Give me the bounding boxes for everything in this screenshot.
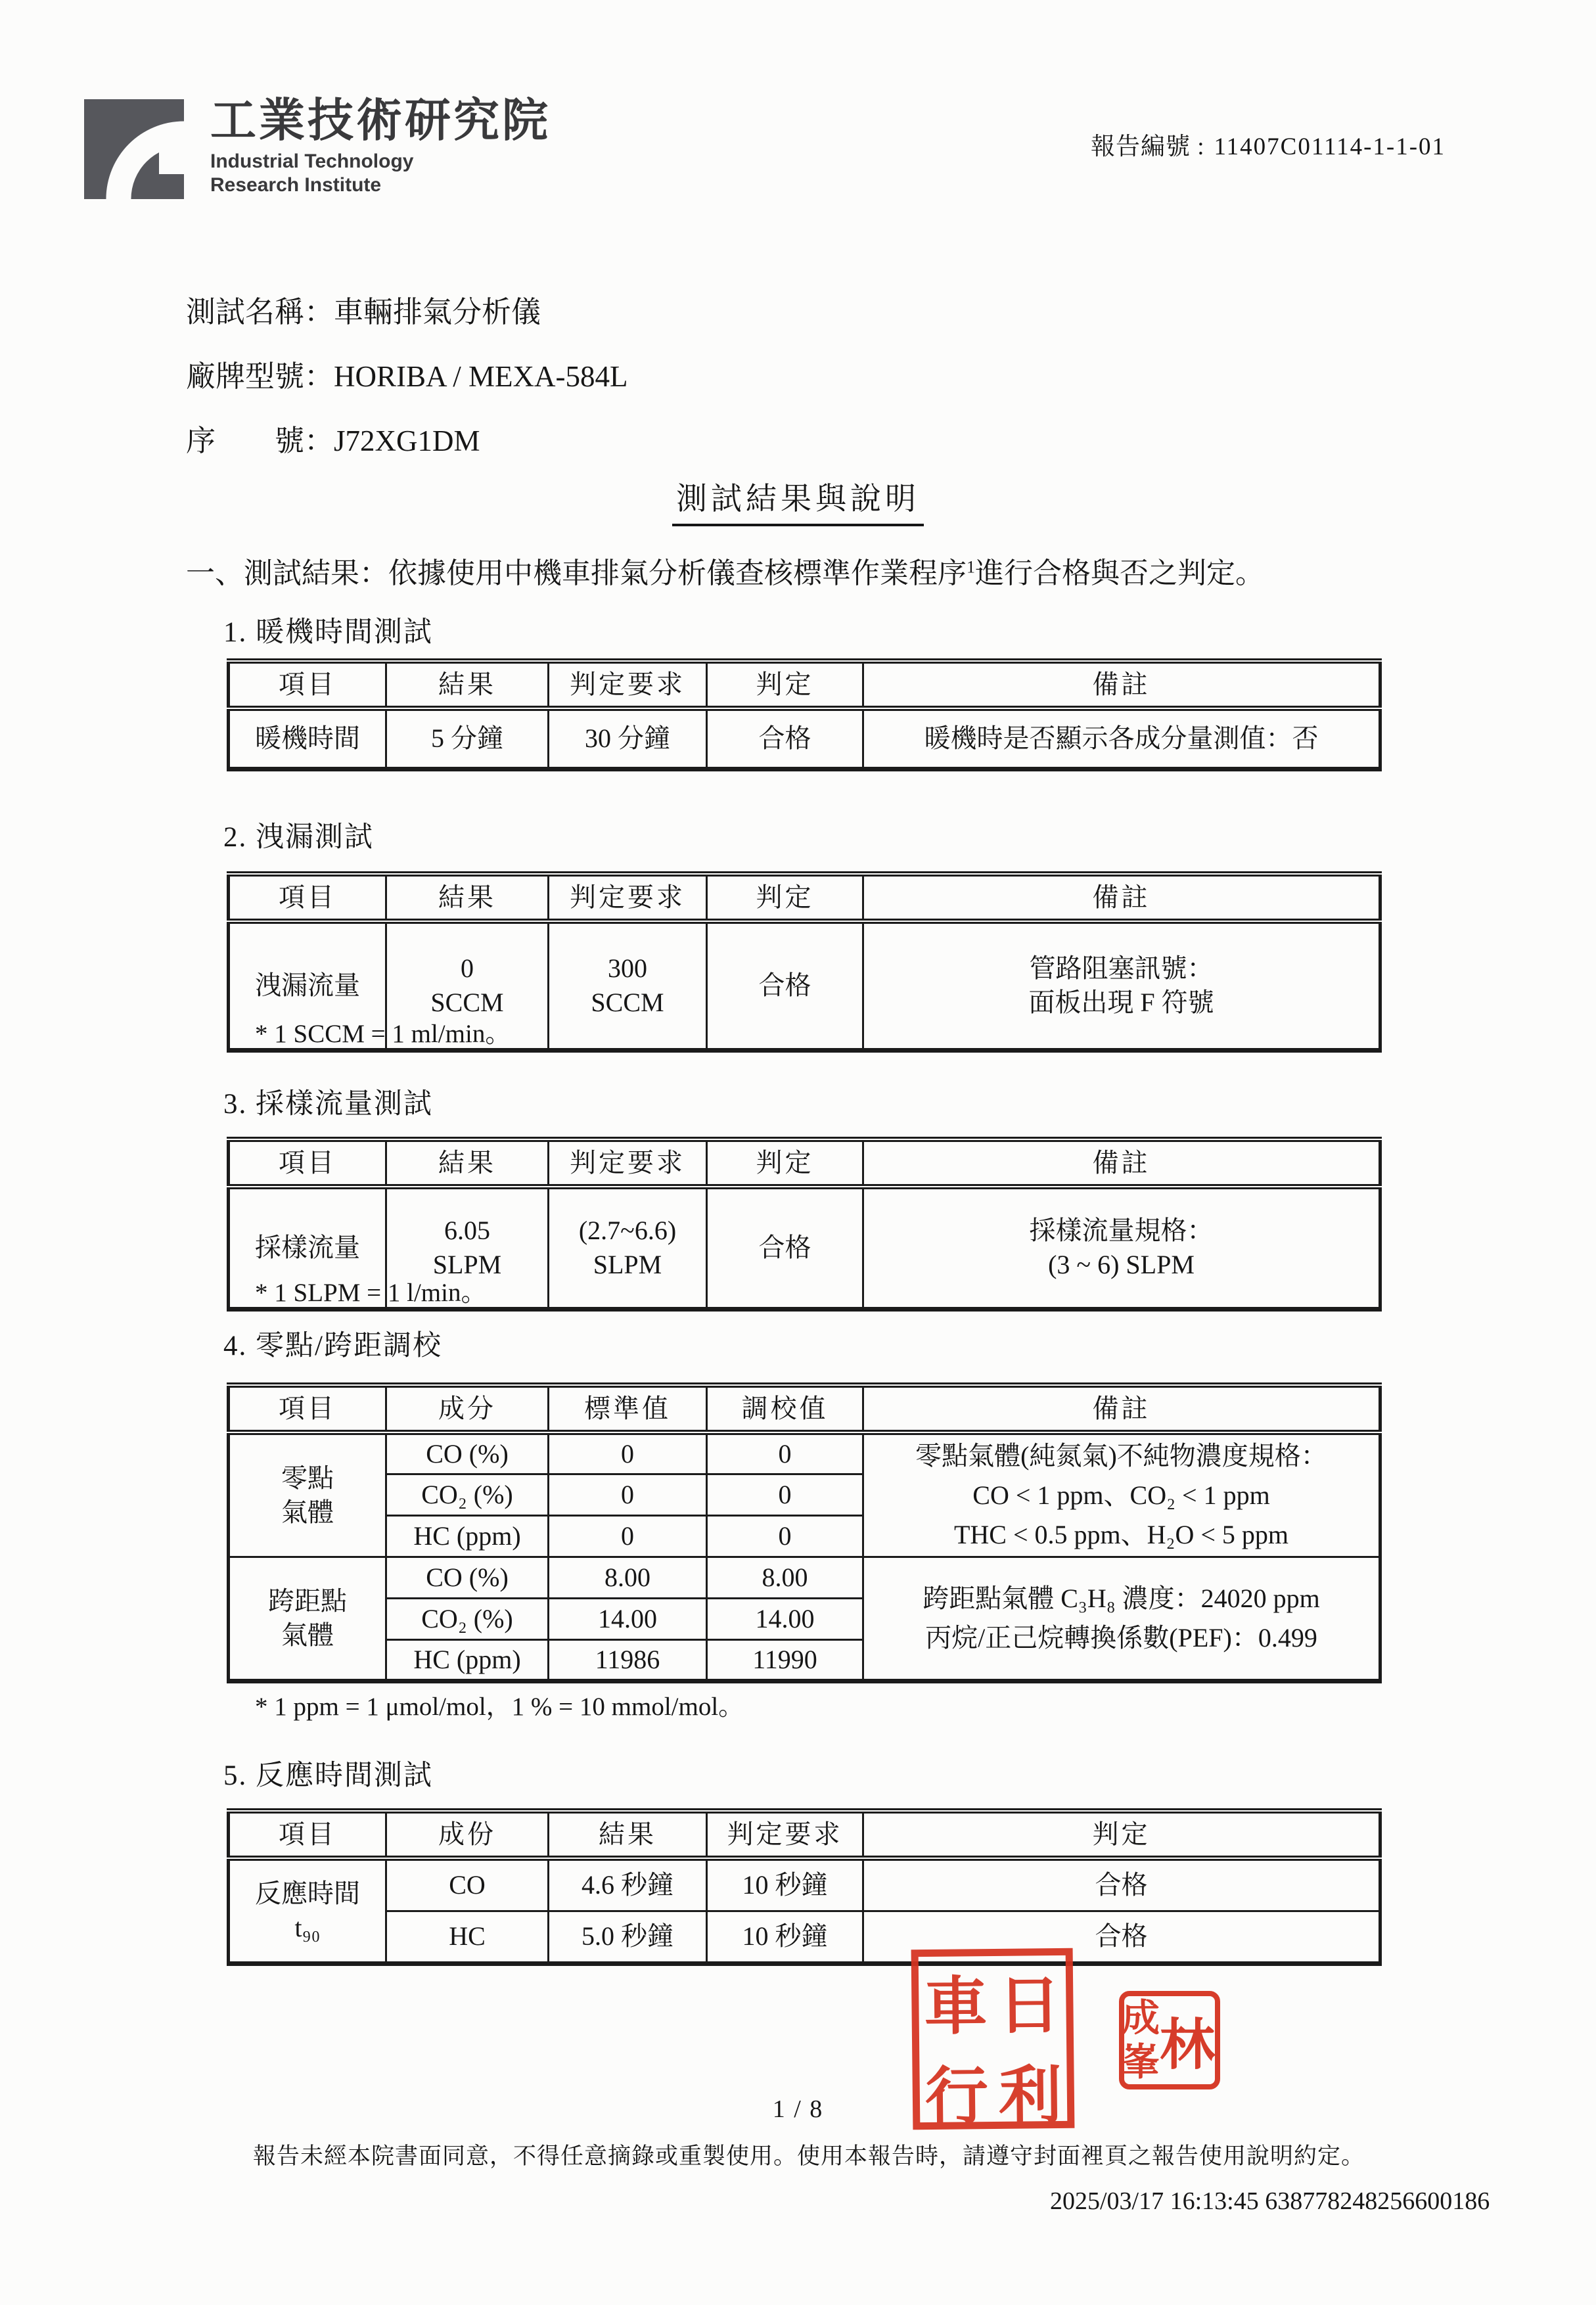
zero-span-calibration-table xyxy=(227,1382,1382,1683)
table-row xyxy=(229,1557,1380,1598)
cell-component: CO₂ (%) xyxy=(386,1474,549,1515)
intro-paragraph xyxy=(186,549,1264,591)
brand-model-label: 廠牌型號： xyxy=(186,360,334,393)
table-row xyxy=(229,1911,1380,1963)
serial-number-line xyxy=(186,417,480,459)
remark-line: 丙烷/正己烷轉換係數(PEF)：0.499 xyxy=(925,1622,1317,1653)
footer-disclaimer: 報告未經本院書面同意，不得任意摘錄或重製使用。使用本報告時，請遵守封面裡頁之報告使用說明約定。 xyxy=(253,2143,1365,2169)
page-title: 測試結果與說明 xyxy=(672,474,924,526)
cell-calibrated: 14.00 xyxy=(707,1598,863,1639)
requirement-value: 300 xyxy=(608,953,647,984)
item-line: 氣體 xyxy=(281,1620,334,1650)
test-name-value: 車輛排氣分析儀 xyxy=(334,296,541,329)
table-header-row xyxy=(229,1139,1380,1187)
col-header: 備註 xyxy=(863,1385,1380,1432)
col-header: 項目 xyxy=(229,1811,386,1858)
section-3-heading: 3. 採樣流量測試 xyxy=(223,1089,433,1120)
seal-char: 峯 xyxy=(1121,2040,1160,2084)
col-header: 項目 xyxy=(229,1385,386,1432)
cell-standard: 0 xyxy=(549,1474,707,1515)
col-header: 判定要求 xyxy=(707,1811,863,1858)
seal-char: 林 xyxy=(1159,2015,1215,2076)
col-header: 成分 xyxy=(386,1385,549,1432)
requirement-value: (2.7~6.6) xyxy=(578,1216,677,1246)
cell-component: HC (ppm) xyxy=(386,1515,549,1557)
cell-standard: 14.00 xyxy=(549,1598,707,1639)
item-line: 氣體 xyxy=(281,1497,334,1527)
cell-standard: 8.00 xyxy=(549,1557,707,1598)
cell-remark: 暖機時是否顯示各成分量測值：否 xyxy=(863,708,1380,769)
test-name-line xyxy=(186,288,541,331)
seal-char: 成 xyxy=(1121,1996,1160,2040)
cell-component: CO (%) xyxy=(386,1432,549,1474)
intro-prefix: 一、測試結果：依據使用中機車排氣分析儀查核標準作業程序 xyxy=(186,557,967,589)
cell-requirement xyxy=(549,921,707,1050)
remark-line: 管路阻塞訊號： xyxy=(1029,953,1214,984)
response-time-table xyxy=(227,1808,1382,1966)
col-header: 調校值 xyxy=(707,1385,863,1432)
section-2-heading: 2. 洩漏測試 xyxy=(223,822,374,853)
company-seal-stamp xyxy=(911,1948,1075,2133)
footer-timestamp: 2025/03/17 16:13:45 638778248256600186 xyxy=(1050,2187,1490,2215)
seal-char: 行 xyxy=(924,2061,989,2133)
table-header-row xyxy=(229,1811,1380,1858)
result-unit: SLPM xyxy=(432,1250,502,1280)
col-header: 結果 xyxy=(386,874,549,921)
col-header: 判定 xyxy=(707,1139,863,1187)
logo-title-en-line2: Research Institute xyxy=(210,174,382,196)
cell-calibrated: 11990 xyxy=(707,1639,863,1681)
cell-item-span-gas xyxy=(229,1557,386,1681)
cell-item-zero-gas xyxy=(229,1432,386,1557)
cell-component: CO (%) xyxy=(386,1557,549,1598)
remark-line: CO < 1 ppm、CO₂ < 1 ppm xyxy=(972,1480,1270,1510)
table-row xyxy=(229,708,1380,769)
table-header-row xyxy=(229,661,1380,708)
cell-item: 採樣流量 xyxy=(229,1187,386,1309)
cell-result: 4.6 秒鐘 xyxy=(549,1858,707,1911)
test-name-label: 測試名稱： xyxy=(186,296,334,329)
footnote-ppm: * 1 ppm = 1 μmol/mol，1 % = 10 mmol/mol。 xyxy=(255,1693,744,1721)
result-value: 6.05 xyxy=(444,1216,490,1246)
itri-logo-icon xyxy=(84,97,184,201)
cell-standard: 0 xyxy=(549,1515,707,1557)
col-header: 判定要求 xyxy=(549,661,707,708)
table-header-row xyxy=(229,874,1380,921)
col-header: 判定 xyxy=(863,1811,1380,1858)
item-line: t₉₀ xyxy=(294,1913,321,1943)
cell-result: 5 分鐘 xyxy=(386,708,549,769)
brand-model-line xyxy=(186,352,628,395)
col-header: 備註 xyxy=(863,874,1380,921)
requirement-unit: SLPM xyxy=(593,1250,662,1280)
result-unit: SCCM xyxy=(430,988,504,1018)
col-header: 判定要求 xyxy=(549,1139,707,1187)
item-line: 跨距點 xyxy=(268,1586,347,1616)
section-4-heading: 4. 零點/跨距調校 xyxy=(223,1331,442,1361)
brand-model-value: HORIBA / MEXA-584L xyxy=(334,360,628,393)
seal-char: 利 xyxy=(998,2060,1062,2132)
section-5-heading: 5. 反應時間測試 xyxy=(223,1760,433,1791)
table-header-row xyxy=(229,1385,1380,1432)
cell-standard: 0 xyxy=(549,1432,707,1474)
cell-component: HC (ppm) xyxy=(386,1639,549,1681)
item-line: 零點 xyxy=(281,1463,334,1493)
itri-logo xyxy=(84,97,551,201)
remark-line: 採樣流量規格： xyxy=(1029,1216,1214,1246)
warm-up-time-table xyxy=(227,658,1382,771)
cell-remark-span-gas xyxy=(863,1557,1380,1681)
table-row xyxy=(229,1432,1380,1474)
footnote-sccm: * 1 SCCM = 1 ml/min。 xyxy=(255,1020,511,1048)
logo-title-zh: 工業技術研究院 xyxy=(210,95,551,146)
cell-remark-zero-gas xyxy=(863,1432,1380,1557)
col-header: 項目 xyxy=(229,1139,386,1187)
footnote-slpm: * 1 SLPM = 1 l/min。 xyxy=(255,1279,487,1307)
cell-calibrated: 8.00 xyxy=(707,1557,863,1598)
cell-component: HC xyxy=(386,1911,549,1963)
serial-number-label: 序 號： xyxy=(186,424,334,457)
cell-calibrated: 0 xyxy=(707,1474,863,1515)
remark-line: 零點氣體(純氮氣)不純物濃度規格： xyxy=(915,1440,1327,1471)
cell-judgment: 合格 xyxy=(863,1911,1380,1963)
remark-line: (3 ~ 6) SLPM xyxy=(1048,1250,1195,1280)
item-line: 反應時間 xyxy=(255,1879,360,1909)
table-row xyxy=(229,1858,1380,1911)
serial-number-value: J72XG1DM xyxy=(334,424,480,457)
cell-remark xyxy=(863,921,1380,1050)
requirement-unit: SCCM xyxy=(591,988,664,1018)
cell-requirement: 10 秒鐘 xyxy=(707,1858,863,1911)
cell-item: 洩漏流量 xyxy=(229,921,386,1050)
cell-component: CO xyxy=(386,1858,549,1911)
cell-judgment: 合格 xyxy=(863,1858,1380,1911)
cell-requirement xyxy=(549,1187,707,1309)
cell-item-response-time xyxy=(229,1858,386,1963)
cell-standard: 11986 xyxy=(549,1639,707,1681)
remark-line: 面板出現 F 符號 xyxy=(1028,988,1214,1018)
result-value: 0 xyxy=(461,953,474,984)
logo-title-en-line1: Industrial Technology xyxy=(210,150,414,172)
cell-judgment: 合格 xyxy=(707,708,863,769)
report-number-label: 報告編號 : xyxy=(1091,133,1205,160)
cell-requirement: 30 分鐘 xyxy=(549,708,707,769)
col-header: 標準值 xyxy=(549,1385,707,1432)
col-header: 結果 xyxy=(386,661,549,708)
cell-remark xyxy=(863,1187,1380,1309)
report-number xyxy=(1091,126,1446,162)
col-header: 備註 xyxy=(863,661,1380,708)
col-header: 結果 xyxy=(549,1811,707,1858)
cell-calibrated: 0 xyxy=(707,1432,863,1474)
col-header: 判定 xyxy=(707,874,863,921)
col-header: 項目 xyxy=(229,874,386,921)
remark-line: 跨距點氣體 C₃H₈ 濃度：24020 ppm xyxy=(923,1583,1320,1613)
cell-result: 5.0 秒鐘 xyxy=(549,1911,707,1963)
page-number: 1 / 8 xyxy=(772,2095,824,2123)
cell-judgment: 合格 xyxy=(707,921,863,1050)
intro-footnote-ref: 1 xyxy=(967,557,975,577)
cell-calibrated: 0 xyxy=(707,1515,863,1557)
cell-judgment: 合格 xyxy=(707,1187,863,1309)
col-header: 備註 xyxy=(863,1139,1380,1187)
cell-requirement: 10 秒鐘 xyxy=(707,1911,863,1963)
col-header: 項目 xyxy=(229,661,386,708)
col-header: 判定要求 xyxy=(549,874,707,921)
col-header: 成份 xyxy=(386,1811,549,1858)
section-1-heading: 1. 暖機時間測試 xyxy=(223,617,433,648)
seal-char: 日 xyxy=(997,1970,1062,2042)
report-number-value: 11407C01114-1-1-01 xyxy=(1214,133,1446,160)
cell-component: CO₂ (%) xyxy=(386,1598,549,1639)
cell-item: 暖機時間 xyxy=(229,708,386,769)
remark-line: THC < 0.5 ppm、H₂O < 5 ppm xyxy=(953,1519,1289,1549)
col-header: 判定 xyxy=(707,661,863,708)
seal-char: 車 xyxy=(923,1971,988,2043)
intro-suffix: 進行合格與否之判定。 xyxy=(975,557,1264,589)
personal-name-stamp xyxy=(1119,1991,1220,2089)
col-header: 結果 xyxy=(386,1139,549,1187)
